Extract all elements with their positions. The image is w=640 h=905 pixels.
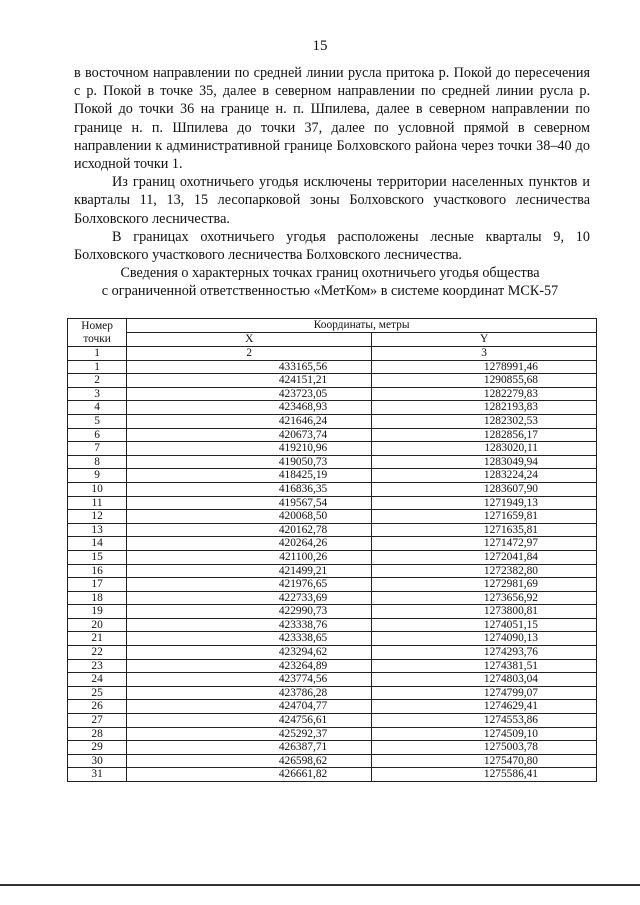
- point-number-cell: 3: [68, 387, 127, 401]
- table-row: [68, 442, 597, 456]
- y-coordinate-cell: 1272382,80: [372, 564, 597, 578]
- point-number-cell: 27: [68, 714, 127, 728]
- table-row: [68, 510, 597, 524]
- table-row: [68, 646, 597, 660]
- y-coordinate-cell: 1271635,81: [372, 523, 597, 537]
- table-header-row-2: [68, 333, 597, 347]
- x-coordinate-cell: 423723,05: [127, 387, 372, 401]
- point-number-cell: 10: [68, 482, 127, 496]
- x-coordinate-cell: 421499,21: [127, 564, 372, 578]
- x-coordinate-cell: 422733,69: [127, 591, 372, 605]
- point-number-cell: 16: [68, 564, 127, 578]
- table-header-row-1: [68, 319, 597, 333]
- page-number: 15: [312, 38, 328, 54]
- table-row: [68, 686, 597, 700]
- x-coordinate-cell: 423338,76: [127, 618, 372, 632]
- y-coordinate-cell: 1273656,92: [372, 591, 597, 605]
- table-row: [68, 496, 597, 510]
- x-coordinate-cell: 426598,62: [127, 754, 372, 768]
- table-row: [68, 469, 597, 483]
- point-number-cell: 23: [68, 659, 127, 673]
- x-coordinate-cell: 423294,62: [127, 646, 372, 660]
- point-number-cell: 31: [68, 768, 127, 782]
- table-row: [68, 673, 597, 687]
- table-row: [68, 564, 597, 578]
- x-coordinate-cell: 423468,93: [127, 401, 372, 415]
- y-coordinate-cell: 1282279,83: [372, 387, 597, 401]
- table-row: [68, 659, 597, 673]
- x-coordinate-cell: 420673,74: [127, 428, 372, 442]
- y-coordinate-cell: 1274293,76: [372, 646, 597, 660]
- point-number-cell: 6: [68, 428, 127, 442]
- table-row: [68, 605, 597, 619]
- y-coordinate-cell: 1274629,41: [372, 700, 597, 714]
- y-coordinate-cell: 1278991,46: [372, 360, 597, 374]
- point-number-cell: 19: [68, 605, 127, 619]
- y-coordinate-cell: 1275470,80: [372, 754, 597, 768]
- x-coordinate-cell: 426661,82: [127, 768, 372, 782]
- x-coordinate-cell: 420162,78: [127, 523, 372, 537]
- point-number-cell: 17: [68, 578, 127, 592]
- point-number-cell: 8: [68, 455, 127, 469]
- y-coordinate-cell: 1283049,94: [372, 455, 597, 469]
- y-coordinate-cell: 1271659,81: [372, 510, 597, 524]
- x-coordinate-cell: 433165,56: [127, 360, 372, 374]
- point-number-header-line-1: Номер: [81, 319, 113, 332]
- table-row: [68, 482, 597, 496]
- index-cell: 1: [68, 347, 127, 361]
- paragraph-3: В границах охотничьего угодья расположены лесные кварталы 9, 10 Болховского участкового лесничества Болховского лесничества.: [74, 228, 590, 264]
- x-coordinate-cell: 419050,73: [127, 455, 372, 469]
- table-row: [68, 727, 597, 741]
- table-row: [68, 714, 597, 728]
- coordinates-group-header: Координаты, метры: [127, 319, 597, 333]
- point-number-cell: 21: [68, 632, 127, 646]
- x-column-header: X: [127, 333, 372, 347]
- point-number-cell: 9: [68, 469, 127, 483]
- table-row: [68, 768, 597, 782]
- point-number-cell: 22: [68, 646, 127, 660]
- point-number-cell: 5: [68, 414, 127, 428]
- table-row: [68, 537, 597, 551]
- paragraph-1: в восточном направлении по средней линии русла притока р. Покой до пересечения с р. Покой в точке 35, далее в северном направлении по средней линии русла р. Покой до точки 36 на границе н. п. Шпилева, далее в северном направлении по границе н. п. Шпилева до точки 37, далее по условной прямой в северном направлении к административной границе Болховского района через точки 38–40 до исходной точки 1.: [74, 65, 590, 173]
- y-column-header: Y: [372, 333, 597, 347]
- x-coordinate-cell: 424756,61: [127, 714, 372, 728]
- y-coordinate-cell: 1283607,90: [372, 482, 597, 496]
- point-number-cell: 14: [68, 537, 127, 551]
- table-row: [68, 387, 597, 401]
- y-coordinate-cell: 1274509,10: [372, 727, 597, 741]
- x-coordinate-cell: 420068,50: [127, 510, 372, 524]
- table-row: [68, 700, 597, 714]
- index-cell: 2: [127, 347, 372, 361]
- y-coordinate-cell: 1282856,17: [372, 428, 597, 442]
- table-caption-line-1: Сведения о характерных точках границ охотничьего угодья общества: [120, 265, 540, 281]
- bottom-divider: [0, 884, 640, 886]
- x-coordinate-cell: 424704,77: [127, 700, 372, 714]
- x-coordinate-cell: 425292,37: [127, 727, 372, 741]
- y-coordinate-cell: 1274799,07: [372, 686, 597, 700]
- table-row: [68, 428, 597, 442]
- point-number-cell: 26: [68, 700, 127, 714]
- x-coordinate-cell: 419210,96: [127, 442, 372, 456]
- y-coordinate-cell: 1290855,68: [372, 374, 597, 388]
- y-coordinate-cell: 1282193,83: [372, 401, 597, 415]
- body-text: [74, 64, 590, 264]
- x-coordinate-cell: 423264,89: [127, 659, 372, 673]
- point-number-cell: 12: [68, 510, 127, 524]
- point-number-cell: 15: [68, 550, 127, 564]
- y-coordinate-cell: 1272981,69: [372, 578, 597, 592]
- point-number-cell: 1: [68, 360, 127, 374]
- table-caption-line-2: с ограниченной ответственностью «МетКом» в системе координат МСК-57: [101, 283, 559, 299]
- point-number-cell: 13: [68, 523, 127, 537]
- table-row: [68, 360, 597, 374]
- table-row: [68, 401, 597, 415]
- y-coordinate-cell: 1271472,97: [372, 537, 597, 551]
- table-body: [68, 360, 597, 781]
- point-number-cell: 29: [68, 741, 127, 755]
- y-coordinate-cell: 1283224,24: [372, 469, 597, 483]
- table-row: [68, 374, 597, 388]
- x-coordinate-cell: 418425,19: [127, 469, 372, 483]
- y-coordinate-cell: 1283020,11: [372, 442, 597, 456]
- x-coordinate-cell: 423774,56: [127, 673, 372, 687]
- table-row: [68, 591, 597, 605]
- point-number-cell: 7: [68, 442, 127, 456]
- x-coordinate-cell: 424151,21: [127, 374, 372, 388]
- point-number-cell: 11: [68, 496, 127, 510]
- y-coordinate-cell: 1274553,86: [372, 714, 597, 728]
- y-coordinate-cell: 1275586,41: [372, 768, 597, 782]
- x-coordinate-cell: 419567,54: [127, 496, 372, 510]
- table-row: [68, 550, 597, 564]
- table-row: [68, 578, 597, 592]
- table-caption: [60, 264, 600, 300]
- point-number-cell: 4: [68, 401, 127, 415]
- table-row: [68, 455, 597, 469]
- point-number-cell: 28: [68, 727, 127, 741]
- table-row: [68, 523, 597, 537]
- x-coordinate-cell: 421976,65: [127, 578, 372, 592]
- x-coordinate-cell: 421100,26: [127, 550, 372, 564]
- table-row: [68, 632, 597, 646]
- table-index-row: [68, 347, 597, 361]
- x-coordinate-cell: 423786,28: [127, 686, 372, 700]
- x-coordinate-cell: 420264,26: [127, 537, 372, 551]
- y-coordinate-cell: 1272041,84: [372, 550, 597, 564]
- y-coordinate-cell: 1274090,13: [372, 632, 597, 646]
- x-coordinate-cell: 416836,35: [127, 482, 372, 496]
- y-coordinate-cell: 1275003,78: [372, 741, 597, 755]
- table-row: [68, 618, 597, 632]
- x-coordinate-cell: 421646,24: [127, 414, 372, 428]
- point-number-header-line-2: точки: [83, 332, 111, 345]
- point-number-cell: 25: [68, 686, 127, 700]
- point-number-header: [68, 319, 127, 347]
- x-coordinate-cell: 426387,71: [127, 741, 372, 755]
- y-coordinate-cell: 1271949,13: [372, 496, 597, 510]
- table-row: [68, 414, 597, 428]
- y-coordinate-cell: 1274381,51: [372, 659, 597, 673]
- x-coordinate-cell: 422990,73: [127, 605, 372, 619]
- y-coordinate-cell: 1274803,04: [372, 673, 597, 687]
- table-row: [68, 741, 597, 755]
- paragraph-2: Из границ охотничьего угодья исключены территории населенных пунктов и кварталы 11, 13, 15 лесопарковой зоны Болховского участкового лесничества Болховского лесничества.: [74, 174, 590, 227]
- y-coordinate-cell: 1274051,15: [372, 618, 597, 632]
- point-number-cell: 20: [68, 618, 127, 632]
- y-coordinate-cell: 1273800,81: [372, 605, 597, 619]
- point-number-cell: 2: [68, 374, 127, 388]
- coordinates-table: [67, 318, 597, 782]
- y-coordinate-cell: 1282302,53: [372, 414, 597, 428]
- x-coordinate-cell: 423338,65: [127, 632, 372, 646]
- point-number-cell: 30: [68, 754, 127, 768]
- point-number-cell: 18: [68, 591, 127, 605]
- index-cell: 3: [372, 347, 597, 361]
- table-row: [68, 754, 597, 768]
- point-number-cell: 24: [68, 673, 127, 687]
